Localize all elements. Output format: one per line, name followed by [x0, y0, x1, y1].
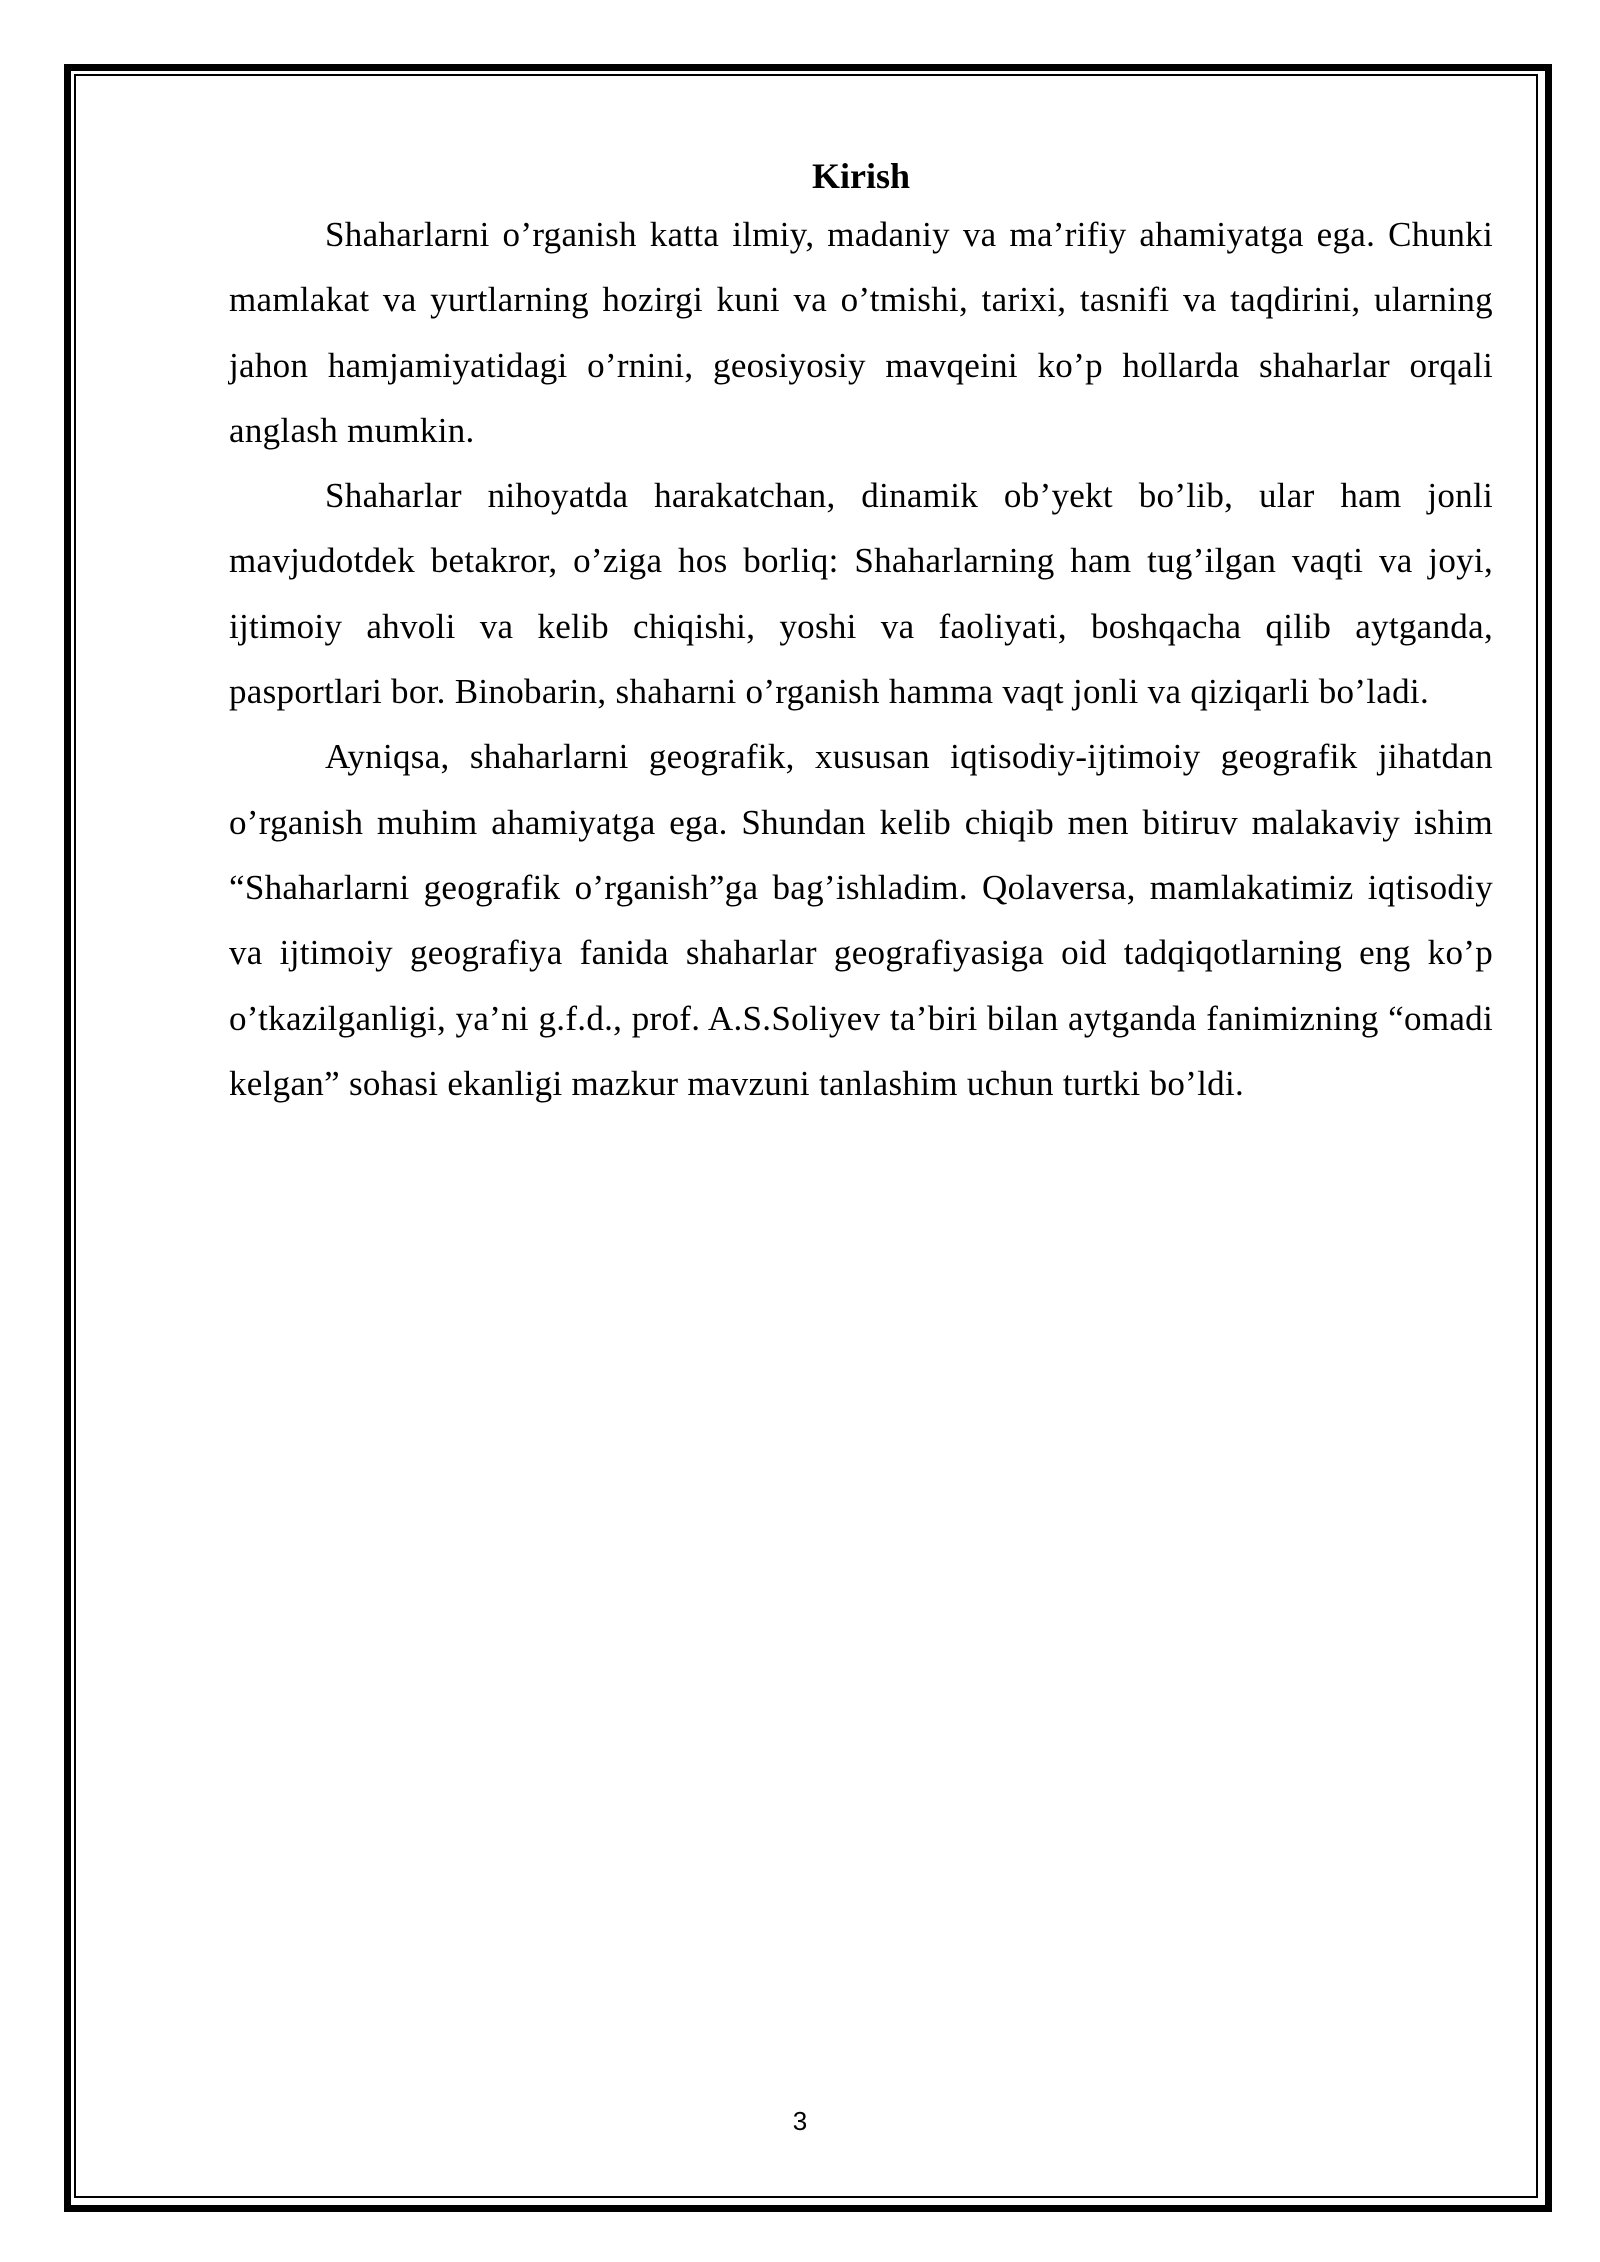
- page-number: 3: [792, 2106, 808, 2136]
- paragraph-3: Ayniqsa, shaharlarni geografik, xususan iqtisodiy-ijtimoiy geografik jihatdan o’rganish muhim ahamiyatga ega. Shundan kelib chiqib men bitiruv malakaviy ishim “Shaharlarni geografik o’rganish”ga bag’ishladim. Qolaversa, mamlakatimiz iqtisodiy va ijtimoiy geografiya fanida shaharlar geografiyasiga oid tadqiqotlarning eng ko’p o’tkazilganligi, ya’ni g.f.d., prof. A.S.Soliyev ta’biri bilan aytganda fanimizning “omadi kelgan” sohasi ekanligi mazkur mavzuni tanlashim uchun turtki bo’ldi.: [229, 737, 1493, 1103]
- paragraph-2: Shaharlar nihoyatda harakatchan, dinamik ob’yekt bo’lib, ular ham jonli mavjudotdek betakror, o’ziga hos borliq: Shaharlarning ham tug’ilgan vaqti va joyi, ijtimoiy ahvoli va kelib chiqishi, yoshi va faoliyati, boshqacha qilib aytganda, pasportlari bor. Binobarin, shaharni o’rganish hamma vaqt jonli va qiziqarli bo’ladi.: [229, 476, 1493, 712]
- page-content: [229, 150, 1493, 1116]
- paragraph-1: Shaharlarni o’rganish katta ilmiy, madaniy va ma’rifiy ahamiyatga ega. Chunki mamlakat va yurtlarning hozirgi kuni va o’tmishi, tarixi, tasnifi va taqdirini, ularning jahon hamjamiyatidagi o’rnini, geosiyosiy mavqeini ko’p hollarda shaharlar orqali anglash mumkin.: [229, 215, 1493, 450]
- section-title: Kirish: [811, 156, 910, 196]
